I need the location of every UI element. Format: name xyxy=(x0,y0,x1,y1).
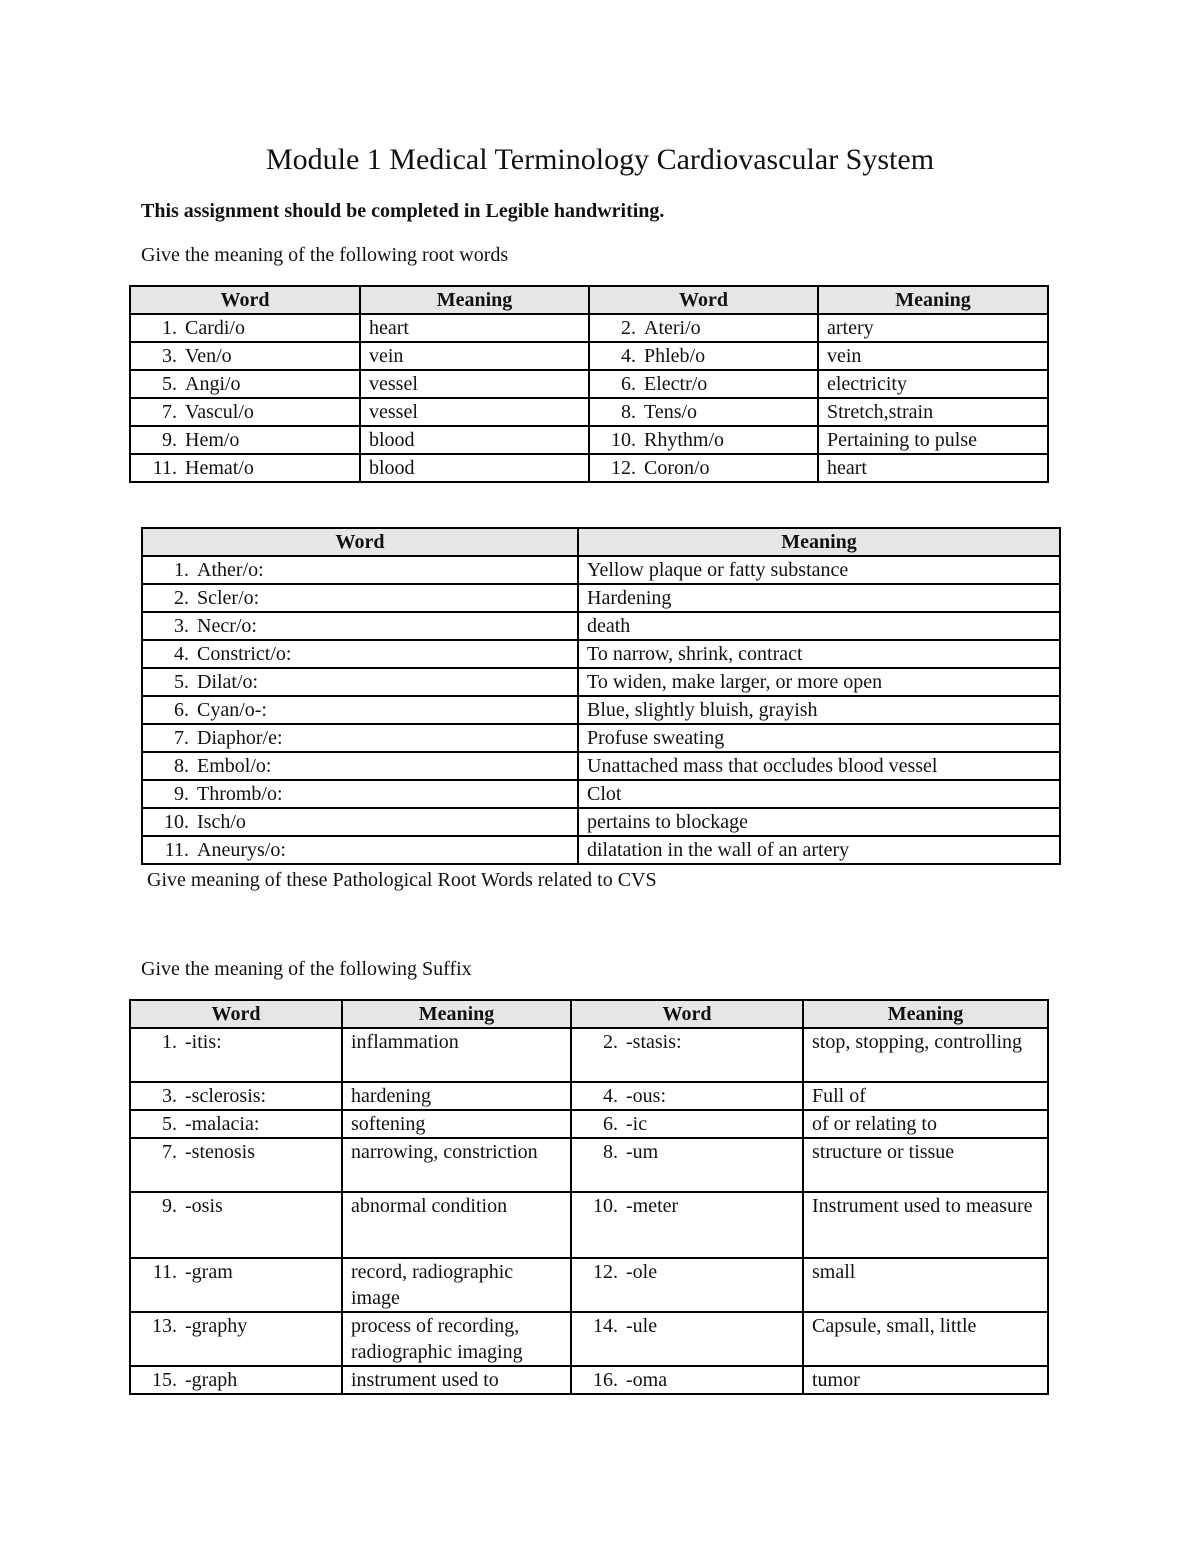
word-cell xyxy=(571,1366,803,1394)
word-cell xyxy=(142,836,578,864)
word-cell xyxy=(571,1192,803,1258)
word-cell xyxy=(142,584,578,612)
word-text: Cardi/o xyxy=(185,317,245,339)
item-number: 16. xyxy=(593,1369,618,1391)
word-cell xyxy=(571,1138,803,1192)
word-text: -sclerosis: xyxy=(185,1085,267,1107)
word-text: -graph xyxy=(185,1369,238,1391)
word-cell xyxy=(130,342,360,370)
word-text: -meter xyxy=(626,1195,679,1217)
item-number: 2. xyxy=(621,317,636,339)
word-cell xyxy=(589,454,818,482)
word-cell xyxy=(130,398,360,426)
meaning-cell: To widen, make larger, or more open xyxy=(578,668,1060,696)
word-text: -itis: xyxy=(185,1031,222,1053)
word-text: -osis xyxy=(185,1195,223,1217)
table-row xyxy=(142,668,1060,696)
word-cell xyxy=(142,640,578,668)
table-row xyxy=(142,584,1060,612)
meaning-cell: Instrument used to measure xyxy=(803,1192,1048,1258)
word-text: -malacia: xyxy=(185,1113,260,1135)
word-text: Coron/o xyxy=(644,457,710,479)
item-number: 11. xyxy=(164,839,189,861)
word-text: Scler/o: xyxy=(197,587,260,609)
meaning-cell: electricity xyxy=(818,370,1048,398)
meaning-cell: tumor xyxy=(803,1366,1048,1394)
meaning-cell: record, radiographic image xyxy=(342,1258,571,1312)
word-text: Hem/o xyxy=(185,429,240,451)
table-row xyxy=(130,1028,1048,1082)
word-text: Isch/o xyxy=(197,811,246,833)
word-text: Tens/o xyxy=(644,401,698,423)
table-row xyxy=(142,752,1060,780)
meaning-cell: Pertaining to pulse xyxy=(818,426,1048,454)
meaning-cell: To narrow, shrink, contract xyxy=(578,640,1060,668)
word-text: -um xyxy=(626,1141,659,1163)
table-row xyxy=(130,370,1048,398)
meaning-cell: stop, stopping, controlling xyxy=(803,1028,1048,1082)
table-row xyxy=(130,426,1048,454)
item-number: 6. xyxy=(621,373,636,395)
word-cell xyxy=(142,668,578,696)
meaning-cell: blood xyxy=(360,426,589,454)
item-number: 9. xyxy=(162,429,177,451)
word-text: -gram xyxy=(185,1261,233,1283)
word-cell xyxy=(130,454,360,482)
item-number: 2. xyxy=(603,1031,618,1053)
table-row xyxy=(142,612,1060,640)
word-text: Necr/o: xyxy=(197,615,257,637)
table-row xyxy=(142,696,1060,724)
word-text: Hemat/o xyxy=(185,457,254,479)
word-cell xyxy=(571,1028,803,1082)
meaning-cell: abnormal condition xyxy=(342,1192,571,1258)
word-text: Cyan/o-: xyxy=(197,699,267,721)
table-row xyxy=(130,1366,1048,1394)
column-header-meaning: Meaning xyxy=(818,286,1048,314)
suffix-rows xyxy=(130,1028,1048,1394)
item-number: 2. xyxy=(174,587,189,609)
table-row xyxy=(142,836,1060,864)
word-text: Rhythm/o xyxy=(644,429,725,451)
word-cell xyxy=(142,752,578,780)
item-number: 8. xyxy=(621,401,636,423)
meaning-cell: heart xyxy=(818,454,1048,482)
item-number: 8. xyxy=(174,755,189,777)
table-row xyxy=(130,1312,1048,1366)
word-text: Ateri/o xyxy=(644,317,701,339)
item-number: 3. xyxy=(162,1085,177,1107)
item-number: 12. xyxy=(611,457,636,479)
meaning-cell: of or relating to xyxy=(803,1110,1048,1138)
section3-caption: Give the meaning of the following Suffix xyxy=(141,958,472,980)
meaning-cell: vessel xyxy=(360,370,589,398)
column-header-word: Word xyxy=(130,286,360,314)
item-number: 9. xyxy=(162,1195,177,1217)
word-text: -graphy xyxy=(185,1315,248,1337)
word-cell xyxy=(142,612,578,640)
meaning-cell: inflammation xyxy=(342,1028,571,1082)
meaning-cell: Clot xyxy=(578,780,1060,808)
table-row xyxy=(130,342,1048,370)
meaning-cell: dilatation in the wall of an artery xyxy=(578,836,1060,864)
word-text: Ather/o: xyxy=(197,559,264,581)
meaning-cell: vein xyxy=(360,342,589,370)
item-number: 8. xyxy=(603,1141,618,1163)
meaning-cell: pertains to blockage xyxy=(578,808,1060,836)
word-cell xyxy=(589,370,818,398)
word-cell xyxy=(589,398,818,426)
column-header-word: Word xyxy=(571,1000,803,1028)
pathological-roots-rows xyxy=(142,556,1060,864)
column-header-word: Word xyxy=(130,1000,342,1028)
column-header-word: Word xyxy=(142,528,578,556)
word-text: -ule xyxy=(626,1315,658,1337)
root-words-rows xyxy=(130,314,1048,482)
word-cell xyxy=(142,808,578,836)
meaning-cell: softening xyxy=(342,1110,571,1138)
item-number: 10. xyxy=(593,1195,618,1217)
item-number: 7. xyxy=(162,401,177,423)
word-text: -ole xyxy=(626,1261,658,1283)
meaning-cell: process of recording, radiographic imaging xyxy=(342,1312,571,1366)
item-number: 11. xyxy=(152,457,177,479)
table-row xyxy=(130,1110,1048,1138)
word-cell xyxy=(130,370,360,398)
item-number: 3. xyxy=(162,345,177,367)
column-header-word: Word xyxy=(589,286,818,314)
word-cell xyxy=(130,1028,342,1082)
meaning-cell: blood xyxy=(360,454,589,482)
word-text: Vascul/o xyxy=(185,401,254,423)
word-cell xyxy=(142,780,578,808)
root-words-table xyxy=(129,285,1049,483)
word-cell xyxy=(130,314,360,342)
word-cell xyxy=(571,1312,803,1366)
word-cell xyxy=(142,556,578,584)
item-number: 10. xyxy=(611,429,636,451)
item-number: 3. xyxy=(174,615,189,637)
meaning-cell: Stretch,strain xyxy=(818,398,1048,426)
table-row xyxy=(130,1138,1048,1192)
meaning-cell: narrowing, constriction xyxy=(342,1138,571,1192)
meaning-cell: death xyxy=(578,612,1060,640)
item-number: 1. xyxy=(162,317,177,339)
word-text: Dilat/o: xyxy=(197,671,259,693)
item-number: 1. xyxy=(174,559,189,581)
word-text: -stasis: xyxy=(626,1031,682,1053)
item-number: 4. xyxy=(174,643,189,665)
word-cell xyxy=(571,1082,803,1110)
word-text: Diaphor/e: xyxy=(197,727,283,749)
word-cell xyxy=(130,1110,342,1138)
table-row xyxy=(130,314,1048,342)
word-text: -oma xyxy=(626,1369,668,1391)
item-number: 5. xyxy=(162,1113,177,1135)
instruction-text: This assignment should be completed in Legible handwriting. xyxy=(141,200,665,222)
section1-caption: Give the meaning of the following root words xyxy=(141,244,509,266)
word-text: -ous: xyxy=(626,1085,666,1107)
word-cell xyxy=(571,1258,803,1312)
item-number: 10. xyxy=(164,811,189,833)
item-number: 1. xyxy=(162,1031,177,1053)
item-number: 4. xyxy=(603,1085,618,1107)
meaning-cell: Unattached mass that occludes blood vessel xyxy=(578,752,1060,780)
word-cell xyxy=(589,342,818,370)
meaning-cell: hardening xyxy=(342,1082,571,1110)
column-header-meaning: Meaning xyxy=(342,1000,571,1028)
table-row xyxy=(130,1258,1048,1312)
meaning-cell: Capsule, small, little xyxy=(803,1312,1048,1366)
word-text: Electr/o xyxy=(644,373,708,395)
table-row xyxy=(142,780,1060,808)
meaning-cell: structure or tissue xyxy=(803,1138,1048,1192)
table-row xyxy=(142,724,1060,752)
word-text: Constrict/o: xyxy=(197,643,292,665)
meaning-cell: vein xyxy=(818,342,1048,370)
meaning-cell: small xyxy=(803,1258,1048,1312)
table-row xyxy=(130,1082,1048,1110)
table-row xyxy=(130,398,1048,426)
word-cell xyxy=(571,1110,803,1138)
word-cell xyxy=(130,1082,342,1110)
column-header-meaning: Meaning xyxy=(578,528,1060,556)
meaning-cell: Yellow plaque or fatty substance xyxy=(578,556,1060,584)
word-text: Ven/o xyxy=(185,345,232,367)
item-number: 11. xyxy=(152,1261,177,1283)
word-cell xyxy=(142,696,578,724)
meaning-cell: Full of xyxy=(803,1082,1048,1110)
column-header-meaning: Meaning xyxy=(360,286,589,314)
word-text: Phleb/o xyxy=(644,345,706,367)
meaning-cell: instrument used to xyxy=(342,1366,571,1394)
word-cell xyxy=(130,426,360,454)
item-number: 6. xyxy=(174,699,189,721)
item-number: 5. xyxy=(174,671,189,693)
item-number: 12. xyxy=(593,1261,618,1283)
word-text: Aneurys/o: xyxy=(197,839,286,861)
item-number: 15. xyxy=(152,1369,177,1391)
meaning-cell: artery xyxy=(818,314,1048,342)
word-cell xyxy=(589,314,818,342)
word-cell xyxy=(130,1192,342,1258)
word-text: Angi/o xyxy=(185,373,241,395)
word-text: Thromb/o: xyxy=(197,783,283,805)
word-text: Embol/o: xyxy=(197,755,272,777)
item-number: 6. xyxy=(603,1113,618,1135)
item-number: 7. xyxy=(174,727,189,749)
word-cell xyxy=(130,1366,342,1394)
item-number: 7. xyxy=(162,1141,177,1163)
page-title: Module 1 Medical Terminology Cardiovascular System xyxy=(265,143,935,176)
word-cell xyxy=(130,1258,342,1312)
word-cell xyxy=(130,1312,342,1366)
word-cell xyxy=(142,724,578,752)
column-header-meaning: Meaning xyxy=(803,1000,1048,1028)
item-number: 9. xyxy=(174,783,189,805)
suffix-table xyxy=(129,999,1049,1395)
table-row xyxy=(130,1192,1048,1258)
meaning-cell: vessel xyxy=(360,398,589,426)
word-text: -stenosis xyxy=(185,1141,255,1163)
meaning-cell: Blue, slightly bluish, grayish xyxy=(578,696,1060,724)
item-number: 14. xyxy=(593,1315,618,1337)
table-row xyxy=(142,808,1060,836)
meaning-cell: Hardening xyxy=(578,584,1060,612)
item-number: 4. xyxy=(621,345,636,367)
word-cell xyxy=(589,426,818,454)
meaning-cell: heart xyxy=(360,314,589,342)
item-number: 5. xyxy=(162,373,177,395)
item-number: 13. xyxy=(152,1315,177,1337)
table-row xyxy=(142,556,1060,584)
meaning-cell: Profuse sweating xyxy=(578,724,1060,752)
table-row xyxy=(130,454,1048,482)
section2-caption: Give meaning of these Pathological Root Words related to CVS xyxy=(147,869,657,891)
word-cell xyxy=(130,1138,342,1192)
pathological-roots-table xyxy=(141,527,1061,865)
table-row xyxy=(142,640,1060,668)
word-text: -ic xyxy=(626,1113,648,1135)
